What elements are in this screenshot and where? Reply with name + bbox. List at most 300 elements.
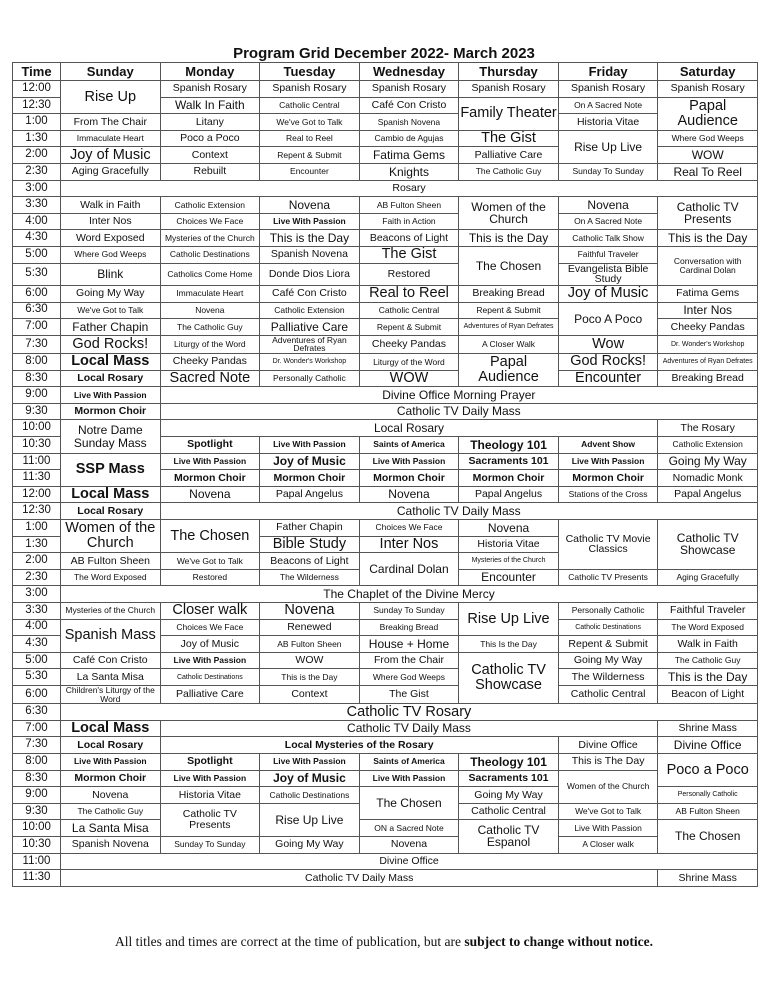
time-slot-row — [13, 669, 758, 686]
program-cell: Aging Gracefully — [658, 569, 758, 586]
program-cell: Sunday To Sunday — [558, 163, 658, 180]
program-grid-table — [12, 62, 758, 887]
program-cell: This is the Day — [260, 230, 360, 247]
time-label: 11:30 — [13, 470, 61, 487]
time-slot-row — [13, 387, 758, 404]
column-header-wednesday: Wednesday — [359, 63, 459, 81]
time-label: 5:00 — [13, 652, 61, 669]
program-cell: La Santa Misa — [61, 820, 161, 837]
time-label: 12:00 — [13, 81, 61, 98]
program-cell: This Is the Day — [459, 636, 559, 653]
program-cell: Catholic Central — [359, 302, 459, 319]
program-cell: Catholic TV Rosary — [61, 704, 758, 721]
time-label: 12:00 — [13, 486, 61, 503]
program-cell: This is the Day — [459, 230, 559, 247]
column-header-monday: Monday — [160, 63, 260, 81]
program-cell: Spanish Rosary — [260, 81, 360, 98]
footer-text: All titles and times are correct at the time of publication, but are — [114, 934, 465, 949]
time-slot-row — [13, 820, 758, 837]
program-cell: Catholic TV Presents — [558, 569, 658, 586]
program-cell: The Catholic Guy — [160, 319, 260, 336]
program-cell: On A Sacred Note — [558, 97, 658, 114]
program-cell: Joy of Music — [260, 453, 360, 470]
program-cell: Inter Nos — [359, 536, 459, 553]
program-cell: Encounter — [558, 370, 658, 387]
program-cell: Catholic Destinations — [160, 669, 260, 686]
program-cell: Faithful Traveler — [658, 602, 758, 619]
program-cell: Choices We Face — [160, 619, 260, 636]
column-header-friday: Friday — [558, 63, 658, 81]
program-cell: Sacraments 101 — [459, 453, 559, 470]
time-label: 9:00 — [13, 387, 61, 404]
program-cell: Live With Passion — [260, 213, 360, 230]
program-cell: The Catholic Guy — [61, 803, 161, 820]
program-cell: Palliative Care — [160, 685, 260, 703]
program-cell: The Chosen — [459, 246, 559, 285]
program-cell: Breaking Bread — [359, 619, 459, 636]
time-slot-row — [13, 403, 758, 420]
time-label: 10:30 — [13, 437, 61, 454]
time-label: 7:00 — [13, 319, 61, 336]
program-cell: Evangelista Bible Study — [558, 263, 658, 285]
program-cell: Notre Dame Sunday Mass — [61, 420, 161, 453]
time-label: 4:00 — [13, 213, 61, 230]
program-cell: Women of the Church — [558, 770, 658, 803]
time-label: 10:30 — [13, 836, 61, 853]
program-cell: Catholics Come Home — [160, 263, 260, 285]
time-slot-row — [13, 503, 758, 520]
time-slot-row — [13, 586, 758, 603]
program-cell: Catholic Extension — [658, 437, 758, 454]
time-label: 7:00 — [13, 720, 61, 737]
program-cell: ON a Sacred Note — [359, 820, 459, 837]
time-label: 11:00 — [13, 853, 61, 870]
program-cell: Cardinal Dolan — [359, 553, 459, 586]
program-cell: Spanish Rosary — [359, 81, 459, 98]
time-slot-row — [13, 197, 758, 214]
program-cell: Context — [260, 685, 360, 703]
program-cell: Local Rosary — [160, 420, 658, 437]
program-cell: Rise Up Live — [260, 803, 360, 836]
time-slot-row — [13, 263, 758, 285]
program-cell: Spotlight — [160, 437, 260, 454]
time-label: 10:00 — [13, 820, 61, 837]
program-cell: Local Rosary — [61, 737, 161, 754]
program-cell: Faith in Action — [359, 213, 459, 230]
program-cell: From The Chair — [61, 114, 161, 131]
program-cell: Personally Catholic — [658, 787, 758, 804]
time-slot-row — [13, 285, 758, 302]
program-cell: Fatima Gems — [658, 285, 758, 302]
program-cell: AB Fulton Sheen — [359, 197, 459, 214]
program-cell: Local Mass — [61, 354, 161, 371]
program-cell: Live With Passion — [160, 652, 260, 669]
program-cell: Mormon Choir — [61, 403, 161, 420]
program-cell: Father Chapin — [260, 519, 360, 536]
program-cell: Bible Study — [260, 536, 360, 553]
program-cell: AB Fulton Sheen — [61, 553, 161, 570]
program-cell: Going My Way — [658, 453, 758, 470]
program-cell: Nomadic Monk — [658, 470, 758, 487]
program-cell: Where God Weeps — [359, 669, 459, 686]
time-label: 3:30 — [13, 197, 61, 214]
program-cell: Saints of America — [359, 754, 459, 771]
program-cell: Inter Nos — [658, 302, 758, 319]
time-label: 1:00 — [13, 114, 61, 131]
program-cell: Poco a Poco — [658, 754, 758, 787]
time-label: 9:00 — [13, 787, 61, 804]
time-slot-row — [13, 720, 758, 737]
program-cell: Fatima Gems — [359, 147, 459, 164]
program-cell: Sacraments 101 — [459, 770, 559, 787]
program-cell: Divine Office — [658, 737, 758, 754]
program-cell: Mormon Choir — [558, 470, 658, 487]
program-cell: Catholic Destinations — [260, 787, 360, 804]
program-cell: Theology 101 — [459, 754, 559, 771]
time-slot-row — [13, 354, 758, 371]
time-slot-row — [13, 619, 758, 636]
time-label: 1:00 — [13, 519, 61, 536]
program-cell: Rosary — [61, 180, 758, 197]
program-cell: Catholic Central — [558, 685, 658, 703]
program-cell: Repent & Submit — [260, 147, 360, 164]
program-cell: Adventures of Ryan Defrates — [658, 354, 758, 371]
program-cell: This is the Day — [658, 230, 758, 247]
program-cell: Spanish Novena — [61, 836, 161, 853]
program-cell: The Word Exposed — [658, 619, 758, 636]
program-cell: Cambio de Agujas — [359, 130, 459, 147]
page-title: Program Grid December 2022- March 2023 — [233, 45, 535, 62]
time-label: 3:30 — [13, 602, 61, 619]
program-cell: Live With Passion — [160, 453, 260, 470]
time-slot-row — [13, 163, 758, 180]
time-label: 7:30 — [13, 737, 61, 754]
program-cell: Catholic Central — [459, 803, 559, 820]
program-cell: Local Mysteries of the Rosary — [160, 737, 558, 754]
program-cell: We've Got to Talk — [61, 302, 161, 319]
time-slot-row — [13, 737, 758, 754]
program-cell: Local Rosary — [61, 503, 161, 520]
program-cell: Rise Up Live — [459, 602, 559, 635]
program-cell: Live With Passion — [359, 453, 459, 470]
time-slot-row — [13, 81, 758, 98]
time-slot-row — [13, 486, 758, 503]
program-cell: The Catholic Guy — [658, 652, 758, 669]
program-cell: Walk in Faith — [658, 636, 758, 653]
program-cell: Closer walk — [160, 602, 260, 619]
time-slot-row — [13, 836, 758, 853]
program-cell: Joy of Music — [558, 285, 658, 302]
program-cell: A Closer walk — [558, 836, 658, 853]
footer-bold-text: subject to change without notice. — [464, 934, 653, 949]
program-cell: Rise Up Live — [558, 130, 658, 163]
time-label: 4:30 — [13, 230, 61, 247]
program-cell: Joy of Music — [61, 147, 161, 164]
program-cell: The Wilderness — [558, 669, 658, 686]
program-cell: We've Got to Talk — [160, 553, 260, 570]
program-cell: Where God Weeps — [658, 130, 758, 147]
time-label: 8:00 — [13, 354, 61, 371]
program-cell: We've Got to Talk — [260, 114, 360, 131]
program-cell: Breaking Bread — [459, 285, 559, 302]
program-cell: Father Chapin — [61, 319, 161, 336]
program-cell: Rise Up — [61, 81, 161, 114]
program-cell: WOW — [260, 652, 360, 669]
program-cell: The Catholic Guy — [459, 163, 559, 180]
program-cell: The Wilderness — [260, 569, 360, 586]
program-cell: Real To Reel — [658, 163, 758, 180]
program-cell: Novena — [359, 486, 459, 503]
program-cell: Catholic TV Daily Mass — [61, 870, 658, 887]
time-label: 6:30 — [13, 704, 61, 721]
program-cell: Going My Way — [558, 652, 658, 669]
column-header-thursday: Thursday — [459, 63, 559, 81]
program-cell: Historia Vitae — [558, 114, 658, 131]
program-cell: The Chaplet of the Divine Mercy — [61, 586, 758, 603]
program-cell: This is the Day — [260, 669, 360, 686]
program-cell: Spanish Mass — [61, 619, 161, 652]
program-cell: Live With Passion — [61, 387, 161, 404]
time-slot-row — [13, 180, 758, 197]
time-label: 5:30 — [13, 669, 61, 686]
program-cell: Repent & Submit — [359, 319, 459, 336]
program-cell: Catholic Central — [260, 97, 360, 114]
program-cell: Encounter — [459, 569, 559, 586]
program-cell: SSP Mass — [61, 453, 161, 486]
time-slot-row — [13, 652, 758, 669]
time-label: 11:30 — [13, 870, 61, 887]
program-cell: The Chosen — [160, 519, 260, 552]
time-label: 3:00 — [13, 586, 61, 603]
program-cell: Catholic Talk Show — [558, 230, 658, 247]
time-label: 1:30 — [13, 130, 61, 147]
program-cell: Dr. Wonder's Workshop — [658, 335, 758, 353]
program-cell: Beacons of Light — [359, 230, 459, 247]
program-cell: Catholic TV Daily Mass — [160, 503, 757, 520]
program-cell: The Chosen — [359, 787, 459, 820]
program-cell: Catholic Destinations — [558, 619, 658, 636]
time-label: 2:30 — [13, 163, 61, 180]
header-row — [13, 63, 758, 81]
program-cell: Catholic TV Movie Classics — [558, 519, 658, 569]
program-cell: Word Exposed — [61, 230, 161, 247]
program-cell: Women of the Church — [61, 519, 161, 552]
program-cell: Dr. Wonder's Workshop — [260, 354, 360, 371]
program-cell: Live With Passion — [359, 770, 459, 787]
time-slot-row — [13, 114, 758, 131]
program-cell: Catholic Extension — [260, 302, 360, 319]
program-cell: Mormon Choir — [359, 470, 459, 487]
program-cell: Going My Way — [459, 787, 559, 804]
time-label: 6:30 — [13, 302, 61, 319]
program-cell: Real to Reel — [260, 130, 360, 147]
program-cell: Encounter — [260, 163, 360, 180]
program-cell: On A Sacred Note — [558, 213, 658, 230]
program-cell: Mysteries of the Church — [160, 230, 260, 247]
program-cell: Donde Dios Liora — [260, 263, 360, 285]
program-cell: Spotlight — [160, 754, 260, 771]
program-cell: Shrine Mass — [658, 870, 758, 887]
time-slot-row — [13, 685, 758, 703]
program-cell: Divine Office Morning Prayer — [160, 387, 757, 404]
time-label: 7:30 — [13, 335, 61, 353]
program-cell: Choices We Face — [160, 213, 260, 230]
program-cell: Immaculate Heart — [61, 130, 161, 147]
program-cell: Papal Angelus — [459, 486, 559, 503]
program-cell: Palliative Care — [459, 147, 559, 164]
program-cell: Walk In Faith — [160, 97, 260, 114]
program-cell: Sunday To Sunday — [359, 602, 459, 619]
program-cell: Theology 101 — [459, 437, 559, 454]
program-cell: This is the Day — [658, 669, 758, 686]
program-cell: Mysteries of the Church — [61, 602, 161, 619]
program-cell: The Gist — [359, 685, 459, 703]
program-cell: Context — [160, 147, 260, 164]
program-cell: Rebuilt — [160, 163, 260, 180]
time-slot-row — [13, 754, 758, 771]
program-cell: Personally Catholic — [558, 602, 658, 619]
footer-note — [0, 934, 768, 950]
time-label: 6:00 — [13, 685, 61, 703]
program-cell: Cheeky Pandas — [359, 335, 459, 353]
time-label: 8:30 — [13, 770, 61, 787]
program-cell: Novena — [61, 787, 161, 804]
program-cell: Sunday To Sunday — [160, 836, 260, 853]
program-cell: Catholic TV Showcase — [459, 652, 559, 704]
program-cell: Beacons of Light — [260, 553, 360, 570]
time-slot-row — [13, 770, 758, 787]
program-cell: Liturgy of the Word — [359, 354, 459, 371]
column-header-sunday: Sunday — [61, 63, 161, 81]
program-cell: Adventures of Ryan Defrates — [459, 319, 559, 336]
time-label: 2:30 — [13, 569, 61, 586]
program-cell: Personally Catholic — [260, 370, 360, 387]
program-cell: This is The Day — [558, 754, 658, 771]
program-cell: Mysteries of the Church — [459, 553, 559, 570]
program-cell: Palliative Care — [260, 319, 360, 336]
program-cell: A Closer Walk — [459, 335, 559, 353]
program-cell: Going My Way — [260, 836, 360, 853]
program-cell: Stations of the Cross — [558, 486, 658, 503]
program-cell: La Santa Misa — [61, 669, 161, 686]
program-cell: Beacon of Light — [658, 685, 758, 703]
time-slot-row — [13, 420, 758, 437]
program-cell: Restored — [160, 569, 260, 586]
program-cell: Papal Angelus — [260, 486, 360, 503]
time-label: 8:30 — [13, 370, 61, 387]
program-cell: Litany — [160, 114, 260, 131]
time-label: 3:00 — [13, 180, 61, 197]
program-cell: Catholic TV Espanol — [459, 820, 559, 853]
program-cell: Live With Passion — [61, 754, 161, 771]
program-cell: Shrine Mass — [658, 720, 758, 737]
program-cell: Live With Passion — [260, 437, 360, 454]
program-cell: From the Chair — [359, 652, 459, 669]
program-cell: We've Got to Talk — [558, 803, 658, 820]
time-label: 12:30 — [13, 97, 61, 114]
program-cell: Inter Nos — [61, 213, 161, 230]
time-slot-row — [13, 704, 758, 721]
program-cell: Mormon Choir — [459, 470, 559, 487]
program-cell: Historia Vitae — [160, 787, 260, 804]
time-label: 4:30 — [13, 636, 61, 653]
program-cell: Repent & Submit — [459, 302, 559, 319]
program-cell: Blink — [61, 263, 161, 285]
program-cell: Spanish Novena — [359, 114, 459, 131]
program-cell: Spanish Novena — [260, 246, 360, 263]
program-cell: Mormon Choir — [61, 770, 161, 787]
time-label: 5:30 — [13, 263, 61, 285]
program-cell: Papal Audience — [459, 354, 559, 387]
program-cell: Live With Passion — [558, 820, 658, 837]
program-cell: Live With Passion — [160, 770, 260, 787]
time-label: 8:00 — [13, 754, 61, 771]
program-cell: The Rosary — [658, 420, 758, 437]
program-cell: Café Con Cristo — [359, 97, 459, 114]
time-slot-row — [13, 130, 758, 147]
column-header-time: Time — [13, 63, 61, 81]
program-cell: Joy of Music — [160, 636, 260, 653]
program-cell: Sacred Note — [160, 370, 260, 387]
program-cell: Live With Passion — [260, 754, 360, 771]
time-label: 12:30 — [13, 503, 61, 520]
program-cell: Novena — [160, 486, 260, 503]
program-cell: Local Mass — [61, 486, 161, 503]
program-cell: Mormon Choir — [160, 470, 260, 487]
program-cell: Wow — [558, 335, 658, 353]
program-cell: Catholic Destinations — [160, 246, 260, 263]
time-slot-row — [13, 453, 758, 470]
program-cell: Café Con Cristo — [260, 285, 360, 302]
program-cell: Conversation with Cardinal Dolan — [658, 246, 758, 285]
program-cell: Knights — [359, 163, 459, 180]
program-cell: AB Fulton Sheen — [658, 803, 758, 820]
program-cell: Spanish Rosary — [558, 81, 658, 98]
program-cell: Faithful Traveler — [558, 246, 658, 263]
program-cell: Divine Office — [61, 853, 758, 870]
program-cell: Catholic TV Daily Mass — [160, 720, 658, 737]
program-cell: Local Rosary — [61, 370, 161, 387]
program-cell: Saints of America — [359, 437, 459, 454]
program-cell: The Gist — [359, 246, 459, 263]
column-header-tuesday: Tuesday — [260, 63, 360, 81]
program-cell: Catholic TV Presents — [658, 197, 758, 230]
program-cell: Papal Audience — [658, 97, 758, 130]
time-slot-row — [13, 230, 758, 247]
program-cell: Going My Way — [61, 285, 161, 302]
program-cell: Adventures of Ryan Defrates — [260, 335, 360, 353]
program-cell: Novena — [459, 519, 559, 536]
program-cell: Liturgy of the Word — [160, 335, 260, 353]
program-cell: Divine Office — [558, 737, 658, 754]
time-slot-row — [13, 519, 758, 536]
program-cell: Novena — [558, 197, 658, 214]
program-cell: Catholic Extension — [160, 197, 260, 214]
time-slot-row — [13, 302, 758, 319]
program-cell: WOW — [359, 370, 459, 387]
program-cell: Renewed — [260, 619, 360, 636]
time-label: 11:00 — [13, 453, 61, 470]
program-cell: Breaking Bread — [658, 370, 758, 387]
time-slot-row — [13, 853, 758, 870]
program-cell: Choices We Face — [359, 519, 459, 536]
program-cell: Catholic TV Presents — [160, 803, 260, 836]
program-cell: Women of the Church — [459, 197, 559, 230]
program-cell: Spanish Rosary — [459, 81, 559, 98]
program-cell: Mormon Choir — [260, 470, 360, 487]
time-slot-row — [13, 246, 758, 263]
program-cell: Novena — [260, 602, 360, 619]
